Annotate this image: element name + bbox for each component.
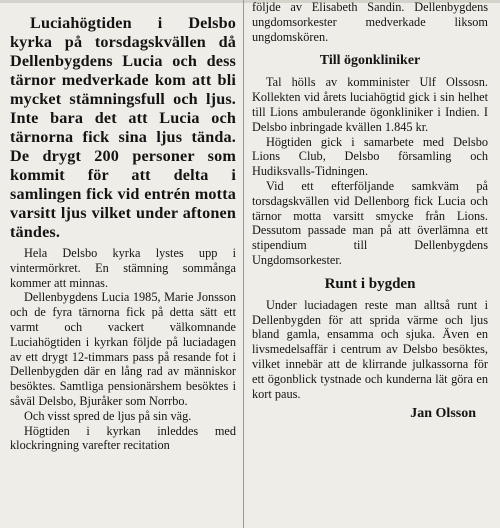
body-paragraph: Och visst spred de ljus på sin väg.: [24, 408, 192, 423]
body-paragraph: Dellenbygdens Lucia 1985, Marie Jonsson och de fyra tärnorna fick på detta sätt ett varmt och vackert välkomnande Luciahögtiden i kyrkan följde på luciadagen av ett drygt 12-timmars pass på resande fot i Dellenbygden där en lång rad av människor besöktes. Samtliga pensionärshem besöktes i såväl Delsbo, Bjuråker som Norrbo.: [10, 290, 236, 408]
body-paragraph: Hela Delsbo kyrka lystes upp i vintermörkret. En stämning sommånga kommer att minnas.: [10, 246, 236, 290]
section-heading-ogonkliniker: Till ögonkliniker: [319, 53, 421, 69]
right-column: [246, 0, 494, 528]
left-column: [4, 0, 242, 528]
lead-paragraph: Luciahögtiden i Delsbo kyrka på torsdagskvällen då Dellenbygdens Lucia och dess tärnor medverkade kom att bli mycket stämningsfull och ljus. Inte bara det att Lucia och tärnorna fick sina ljus tända. De drygt 200 personer som kommit för att delta i samlingen fick vid entrén motta varsitt ljus vilket under aftonen tändes.: [10, 14, 236, 241]
column-divider: [243, 0, 244, 528]
author-byline: Jan Olsson: [410, 406, 476, 422]
continued-paragraph: följde av Elisabeth Sandin. Dellenbygdens ungdomsorkester medverkade liksom ungdomskören.: [252, 0, 488, 44]
body-paragraph: Högtiden gick i samarbete med Delsbo Lions Club, Delsbo församling och Hudiksvalls-Tidningen.: [252, 134, 488, 179]
body-paragraph: Under luciadagen reste man alltså runt i Dellenbygden för att sprida värme och ljus bland gamla, ensamma och sjuka. Även en livsmedelsaffär i centrum av Delsbo besöktes, vilket innebär att de klirrande julkassorna för ett ögonblick tystnade och kunderna lät göra en kort paus.: [252, 297, 488, 401]
body-paragraph: Vid ett efterföljande samkväm på torsdagskvällen vid Dellenborg fick Lucia och tärnor motta varsitt smycke från Lions. Dessutom passade man på att överlämna ett stipendium till Dellenbygdens Ungdomsorkester.: [252, 178, 488, 267]
body-paragraph: Tal hölls av komminister Ulf Olssosn. Kollekten vid årets luciahögtid gick i sin helhet till Lions ambulerande ögonkliniker i Indien. I Delsbo inbringade kvällen 1.845 kr.: [252, 75, 488, 134]
section-heading-runt-i-bygden: Runt i bygden: [324, 275, 416, 292]
body-paragraph: Högtiden i kyrkan inleddes med klockringning varefter recitation: [10, 423, 236, 453]
